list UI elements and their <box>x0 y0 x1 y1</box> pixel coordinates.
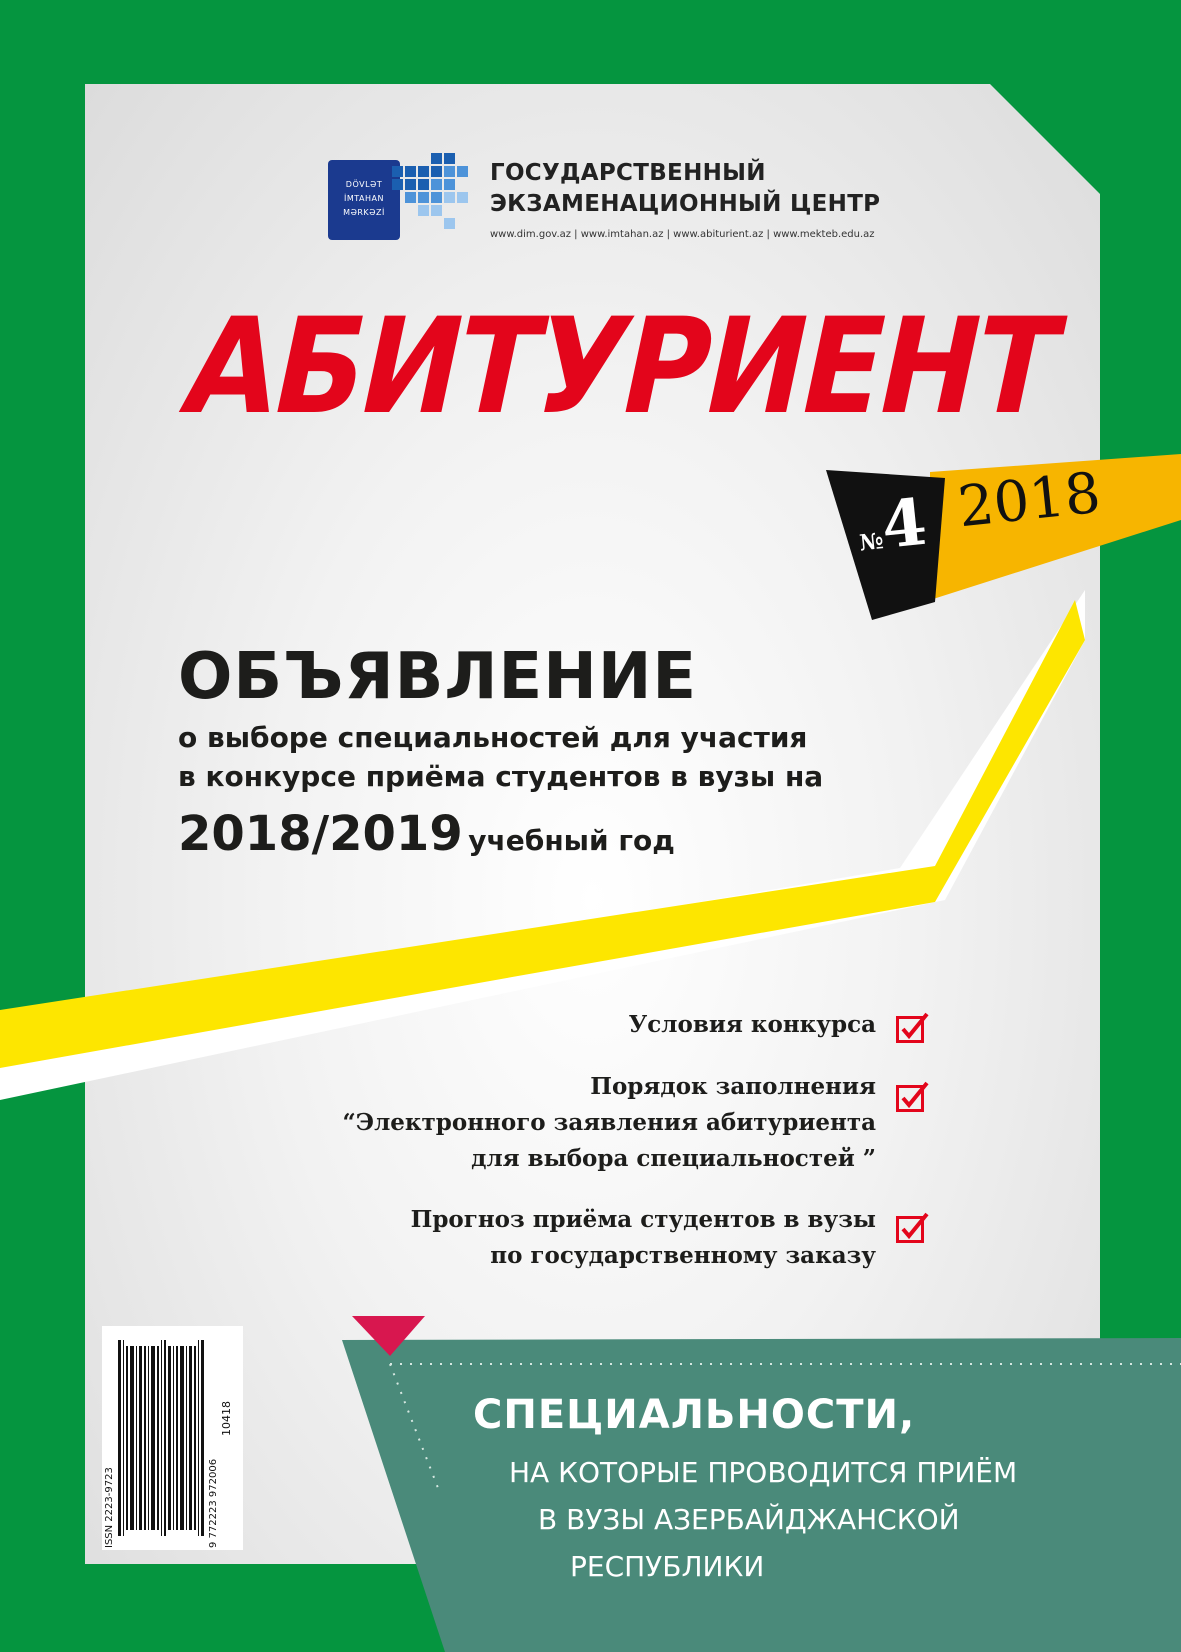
topic-line: Порядок заполнения <box>590 1073 876 1100</box>
academic-year-suffix: учебный год <box>468 824 675 857</box>
barcode-digits: 9 772223 972006 <box>208 1458 219 1548</box>
org-websites: www.dim.gov.az | www.imtahan.az | www.abiturient.az | www.mekteb.edu.az <box>490 229 875 240</box>
teal-panel <box>342 1338 1181 1652</box>
topic-line: Условия конкурса <box>628 1011 876 1038</box>
issue-year: 2018 <box>954 460 1104 541</box>
topic-line: для выбора специальностей ” <box>471 1145 876 1172</box>
announcement-title: ОБЪЯВЛЕНИЕ <box>178 640 698 714</box>
academic-year-value: 2018/2019 <box>178 806 463 862</box>
logo-line-3: MƏRKƏZİ <box>343 208 385 217</box>
specialties-line-1: НА КОТОРЫЕ ПРОВОДИТСЯ ПРИЁМ <box>509 1456 1018 1489</box>
issue-number-value: 4 <box>878 484 931 564</box>
topic-line: “Электронного заявления абитуриента <box>342 1109 876 1136</box>
announcement-line-1: о выборе специальностей для участия <box>178 721 808 754</box>
logo-line-2: İMTAHAN <box>344 194 384 203</box>
number-sign: № <box>858 528 885 557</box>
magazine-title: АБИТУРИЕНТ <box>171 288 1071 444</box>
issn-number: ISSN 2223-9723 <box>104 1467 115 1548</box>
topic-line: по государственному заказу <box>490 1242 876 1269</box>
org-name-line-2: ЭКЗАМЕНАЦИОННЫЙ ЦЕНТР <box>490 191 881 217</box>
topic-line: Прогноз приёма студентов в вузы <box>410 1206 876 1233</box>
specialties-line-2: В ВУЗЫ АЗЕРБАЙДЖАНСКОЙ <box>538 1503 960 1536</box>
specialties-title: СПЕЦИАЛЬНОСТИ, <box>473 1392 916 1438</box>
specialties-line-3: РЕСПУБЛИКИ <box>570 1550 765 1583</box>
org-name-line-1: ГОСУДАРСТВЕННЫЙ <box>490 160 766 186</box>
announcement-line-2: в конкурсе приёма студентов в вузы на <box>178 760 824 793</box>
logo-line-1: DÖVLƏT <box>345 180 383 189</box>
barcode-addon: 10418 <box>220 1401 233 1436</box>
